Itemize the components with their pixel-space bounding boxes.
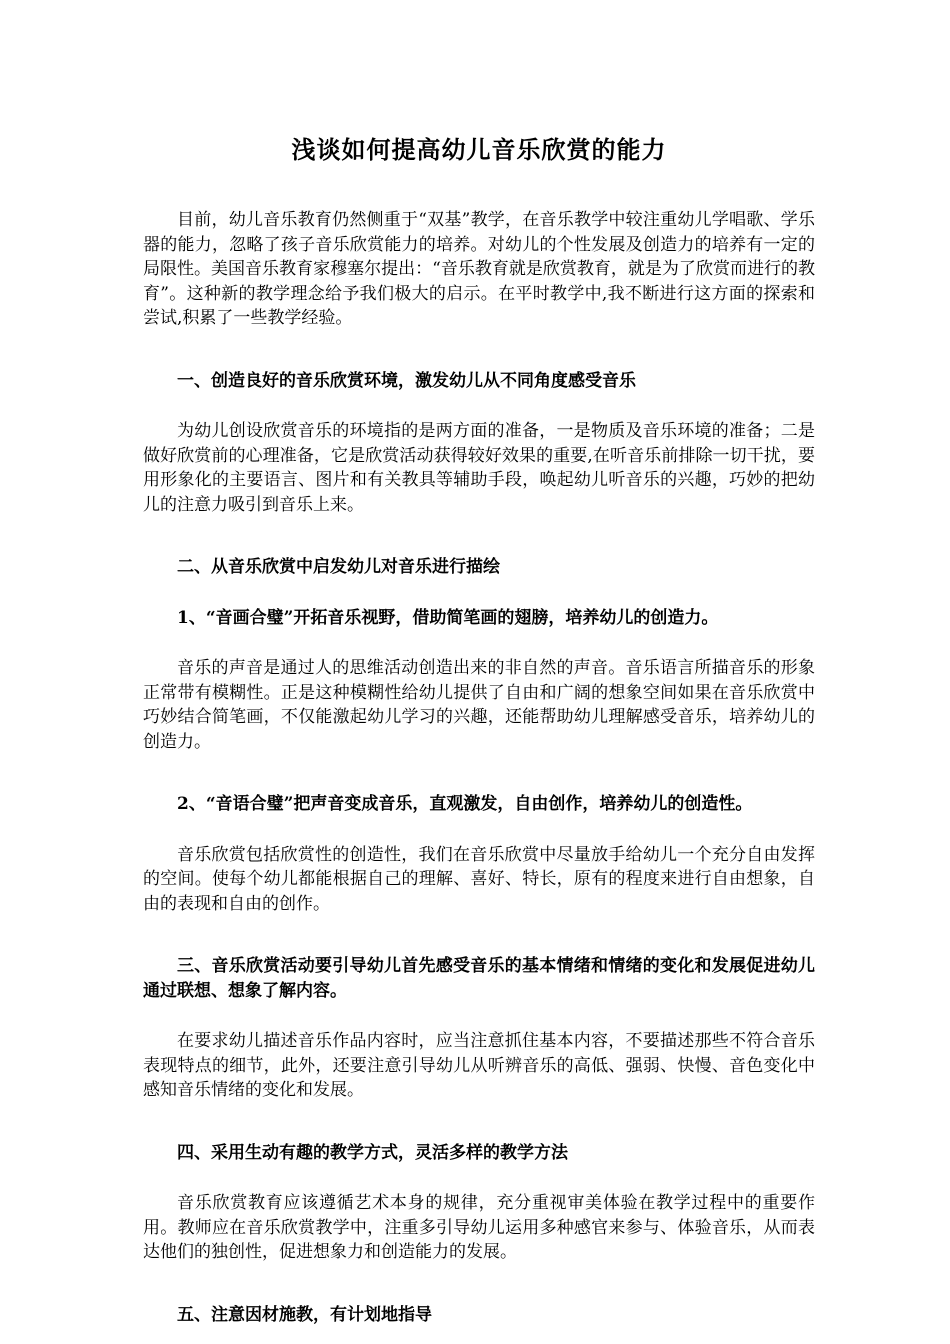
section-heading-4: 四、采用生动有趣的教学方式，灵活多样的教学方法 [177, 1142, 568, 1163]
section-body-4: 音乐欣赏教育应该遵循艺术本身的规律，充分重视审美体验在教学过程中的重要作用。教师应在音乐欣赏教学中，注重多引导幼儿运用多种感官来参与、体验音乐，从而表达他们的独创性，促进想象力和创造能力的发展。 [143, 1193, 815, 1262]
subsection-heading-2-1: 1、“音画合璧”开拓音乐视野，借助简笔画的翅膀，培养幼儿的创造力。 [177, 607, 719, 628]
subsection-body-2-1: 音乐的声音是通过人的思维活动创造出来的非自然的声音。音乐语言所描音乐的形象正常带有模糊性。正是这种模糊性给幼儿提供了自由和广阔的想象空间如果在音乐欣赏中巧妙结合简笔画，不仅能激起幼儿学习的兴趣，还能帮助幼儿理解感受音乐，培养幼儿的创造力。 [143, 658, 815, 752]
section-body-3: 在要求幼儿描述音乐作品内容时，应当注意抓住基本内容，不要描述那些不符合音乐表现特点的细节，此外，还要注意引导幼儿从听辨音乐的高低、强弱、快慢、音色变化中感知音乐情绪的变化和发展。 [143, 1031, 815, 1100]
section-heading-3: 三、音乐欣赏活动要引导幼儿首先感受音乐的基本情绪和情绪的变化和发展促进幼儿通过联想、想象了解内容。 [143, 956, 815, 1001]
section-heading-5: 五、注意因材施教，有计划地指导 [177, 1304, 432, 1325]
subsection-body-2-2: 音乐欣赏包括欣赏性的创造性，我们在音乐欣赏中尽量放手给幼儿一个充分自由发挥的空间。使每个幼儿都能根据自己的理解、喜好、特长，原有的程度来进行自由想象，自由的表现和自由的创作。 [143, 844, 815, 914]
section-heading-2: 二、从音乐欣赏中启发幼儿对音乐进行描绘 [177, 557, 500, 577]
section-heading-1: 一、创造良好的音乐欣赏环境，激发幼儿从不同角度感受音乐 [177, 370, 636, 391]
subsection-heading-2-2: 2、“音语合璧”把声音变成音乐，直观激发，自由创作，培养幼儿的创造性。 [177, 794, 753, 814]
intro-paragraph: 目前，幼儿音乐教育仍然侧重于“双基”教学，在音乐教学中较注重幼儿学唱歌、学乐器的能力，忽略了孩子音乐欣赏能力的培养。对幼儿的个性发展及创造力的培养有一定的局限性。美国音乐教育家穆塞尔提出：“音乐教育就是欣赏教育，就是为了欣赏而进行的教育”。这种新的教学理念给予我们极大的启示。在平时教学中,我不断进行这方面的探索和尝试,积累了一些教学经验。 [143, 210, 815, 328]
section-body-1: 为幼儿创设欣赏音乐的环境指的是两方面的准备，一是物质及音乐环境的准备；二是做好欣赏前的心理准备，它是欣赏活动获得较好效果的重要,在听音乐前排除一切干扰，要用形象化的主要语言、图片和有关教具等辅助手段，唤起幼儿听音乐的兴趣，巧妙的把幼儿的注意力吸引到音乐上来。 [143, 421, 815, 515]
document-title: 浅谈如何提高幼儿音乐欣赏的能力 [291, 135, 667, 164]
